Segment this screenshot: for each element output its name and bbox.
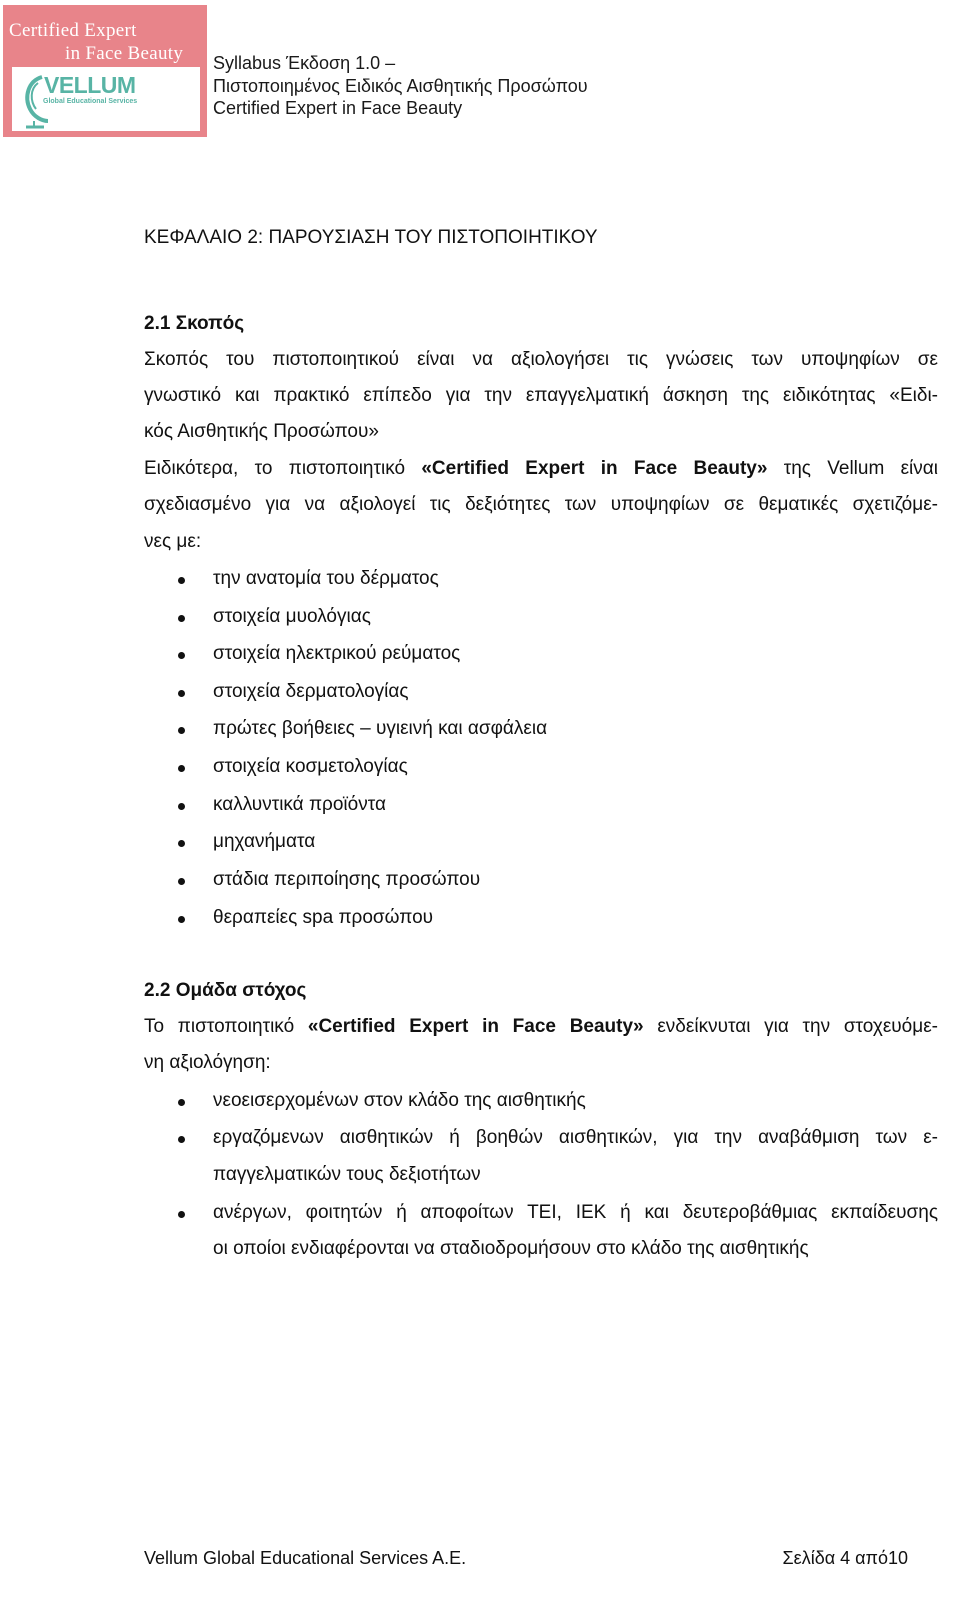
list-item-continuation: οι οποίοι ενδιαφέρονται να σταδιοδρομήσουν στο κλάδο της αισθητικής <box>213 1238 809 1259</box>
bullet-icon <box>178 1211 185 1218</box>
list-item: στοιχεία δερματολογίας <box>213 681 409 702</box>
section-2-1-specifics-line: Ειδικότερα, το πιστοποιητικό «Certified Expert in Face Beauty» της Vellum είναι <box>144 458 938 479</box>
list-item: πρώτες βοήθειες – υγιεινή και ασφάλεια <box>213 718 548 739</box>
bullet-icon <box>178 577 185 584</box>
bullet-icon <box>178 916 185 923</box>
vellum-subtitle: Global Educational Services <box>43 98 138 105</box>
bullet-icon <box>178 652 185 659</box>
list-item: θεραπείες spa προσώπου <box>213 907 434 928</box>
header-certificate-greek: Πιστοποιημένος Ειδικός Αισθητικής Προσώπου <box>213 76 588 96</box>
bullet-icon <box>178 727 185 734</box>
list-item: στοιχεία ηλεκτρικού ρεύματος <box>213 643 461 664</box>
bullet-icon <box>178 803 185 810</box>
list-item: την ανατομία του δέρματος <box>213 568 439 589</box>
list-item: ανέργων, φοιτητών ή αποφοίτων ΤΕΙ, ΙΕΚ ή και δευτεροβάθμιας εκπαίδευσης <box>213 1202 938 1223</box>
list-item: μηχανήματα <box>213 831 316 852</box>
section-2-1-paragraph-line: Σκοπός του πιστοποιητικού είναι να αξιολογήσει τις γνώσεις των υποψηφίων σε <box>144 349 938 370</box>
section-2-2-paragraph-line: νη αξιολόγηση: <box>144 1052 271 1073</box>
section-2-1-title: 2.1 Σκοπός <box>144 313 245 334</box>
vellum-brand: VELLUM <box>44 72 136 98</box>
bullet-icon <box>178 690 185 697</box>
section-2-1-paragraph-line: κός Αισθητικής Προσώπου» <box>144 421 379 442</box>
certificate-name-bold: «Certified Expert in Face Beauty» <box>307 1016 644 1037</box>
footer-page-number: Σελίδα 4 από10 <box>782 1548 908 1568</box>
bullet-icon <box>178 1099 185 1106</box>
bullet-icon <box>178 840 185 847</box>
logo-text-line2: in Face Beauty <box>65 43 184 64</box>
list-item: στάδια περιποίησης προσώπου <box>213 869 481 890</box>
list-item: στοιχεία κοσμετολογίας <box>213 756 408 777</box>
section-2-1-specifics-line: σχεδιασμένο για να αξιολογεί τις δεξιότητες των υποψηφίων σε θεματικές σχετιζόμε- <box>144 494 938 515</box>
certificate-logo <box>3 5 207 137</box>
bullet-icon <box>178 615 185 622</box>
bullet-icon <box>178 878 185 885</box>
certificate-name-bold: «Certified Expert in Face Beauty» <box>421 458 768 479</box>
list-item: εργαζόμενων αισθητικών ή βοηθών αισθητικών, για την αναβάθμιση των ε- <box>213 1127 938 1148</box>
chapter-title: ΚΕΦΑΛΑΙΟ 2: ΠΑΡΟΥΣΙΑΣΗ ΤΟΥ ΠΙΣΤΟΠΟΙΗΤΙΚΟΥ <box>144 227 598 248</box>
header-certificate-english: Certified Expert in Face Beauty <box>213 98 463 118</box>
section-2-2-title: 2.2 Ομάδα στόχος <box>144 980 307 1001</box>
bullet-icon <box>178 1136 185 1143</box>
list-item: στοιχεία μυολόγιας <box>213 606 371 627</box>
section-2-1-paragraph-line: γνωστικό και πρακτικό επίπεδο για την επαγγελματική άσκηση της ειδικότητας «Ειδι- <box>144 385 938 406</box>
section-2-1-specifics-line: νες με: <box>144 531 202 552</box>
bullet-icon <box>178 765 185 772</box>
footer-company: Vellum Global Educational Services A.E. <box>144 1548 467 1568</box>
section-2-2-paragraph-line: Το πιστοποιητικό «Certified Expert in Face Beauty» ενδείκνυται για την στοχευόμε- <box>144 1016 938 1037</box>
list-item: καλλυντικά προϊόντα <box>213 794 386 815</box>
vellum-logo-card <box>12 67 200 131</box>
header-syllabus-version: Syllabus Έκδοση 1.0 – <box>213 53 396 73</box>
list-item-continuation: παγγελματικών τους δεξιοτήτων <box>213 1164 481 1185</box>
list-item: νεοεισερχομένων στον κλάδο της αισθητικής <box>213 1090 586 1111</box>
logo-text-line1: Certified Expert <box>9 20 137 41</box>
